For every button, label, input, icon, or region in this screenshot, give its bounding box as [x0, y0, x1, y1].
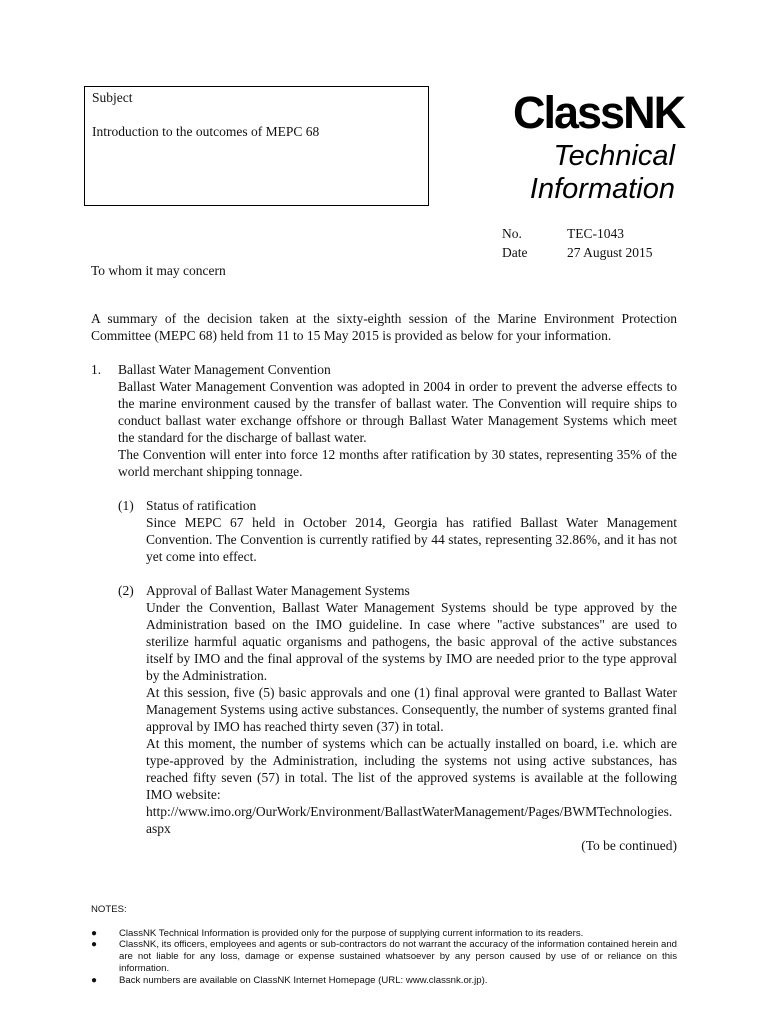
- section-1-para-1: Ballast Water Management Convention was adopted in 2004 in order to prevent the adverse effects to the marine environment caused by the transfer of ballast water. The Convention will require ships to conduct ballast water exchange offshore or through Ballast Water Management Systems which meet the standard for the discharge of ballast water.: [118, 379, 677, 445]
- subsection-2-title: Approval of Ballast Water Management Systems: [146, 583, 410, 598]
- intro-paragraph: A summary of the decision taken at the sixty-eighth session of the Marine Environment Protection Committee (MEPC 68) held from 11 to 15 May 2015 is provided as below for your information.: [91, 311, 677, 343]
- doc-type-line2: Information: [529, 173, 675, 205]
- subsection-2-number: (2): [118, 583, 134, 598]
- notes-list: [91, 928, 677, 987]
- doc-type-line1: Technical: [553, 140, 675, 172]
- doc-date-row: [502, 243, 653, 262]
- section-1: [91, 361, 677, 837]
- subject-text: Introduction to the outcomes of MEPC 68: [92, 124, 320, 139]
- to-be-continued: (To be continued): [581, 838, 677, 853]
- section-1-number: 1.: [91, 362, 102, 377]
- doc-meta: [502, 224, 653, 262]
- doc-date-label: Date: [502, 245, 528, 260]
- section-1-title: Ballast Water Management Convention: [118, 362, 331, 377]
- doc-number-label: No.: [502, 226, 522, 241]
- doc-type-heading: [530, 140, 675, 206]
- notes-item-text: ClassNK Technical Information is provided only for the purpose of supplying current information to its readers.: [119, 927, 584, 939]
- notes-title: NOTES:: [91, 904, 127, 915]
- notes-item-text: Back numbers are available on ClassNK Internet Homepage (URL: www.classnk.or.jp).: [119, 974, 488, 986]
- section-1-para-2: The Convention will enter into force 12 months after ratification by 30 states, representing 35% of the world merchant shipping tonnage.: [118, 447, 677, 479]
- bullet-icon: ●: [91, 927, 98, 939]
- notes-item: [91, 939, 677, 974]
- subsection-2-para-1: Under the Convention, Ballast Water Management Systems should be type approved by the Administration based on the IMO guideline. In case where "active substances" are used to sterilize harmful aquatic organisms and pathogens, the basic approval of the active substances itself by IMO and the final approval of the systems by IMO are needed prior to the type approval by the Administration.: [146, 600, 677, 683]
- subject-box: [84, 86, 429, 206]
- subsection-1: [118, 497, 677, 565]
- classnk-logo: ClassNK: [513, 87, 685, 138]
- subsection-1-title: Status of ratification: [146, 498, 257, 513]
- notes-item-text: ClassNK, its officers, employees and agents or sub-contractors do not warrant the accuracy of the information contained herein and are not liable for any loss, damage or expense sustained whatsoever by any person caused by use of or reliance on this information.: [119, 939, 677, 974]
- subsection-2-para-3: At this moment, the number of systems which can be actually installed on board, i.e. which are type-approved by the Administration, including the systems not using active substances, has reached fifty seven (57) in total. The list of the approved systems is available at the following IMO website:: [146, 736, 677, 802]
- document-body: [91, 310, 677, 854]
- notes-item: [91, 928, 677, 940]
- subsection-1-number: (1): [118, 498, 134, 513]
- bullet-icon: ●: [91, 974, 98, 986]
- subject-label: Subject: [92, 90, 133, 105]
- subsection-2-para-2: At this session, five (5) basic approvals and one (1) final approval were granted to Ballast Water Management Systems using active substances. Consequently, the number of systems granted final approval by IMO has reached thirty seven (37) in total.: [146, 685, 677, 734]
- subsection-2: [118, 582, 677, 837]
- doc-number-value: TEC-1043: [567, 226, 624, 241]
- doc-date-value: 27 August 2015: [567, 245, 653, 260]
- notes-section: [91, 904, 677, 986]
- notes-item: [91, 975, 677, 987]
- imo-website-link[interactable]: http://www.imo.org/OurWork/Environment/BallastWaterManagement/Pages/BWMTechnologies.aspx: [146, 804, 673, 836]
- greeting: To whom it may concern: [91, 263, 226, 278]
- doc-number-row: [502, 224, 653, 243]
- bullet-icon: ●: [91, 939, 98, 951]
- subsection-1-para-1: Since MEPC 67 held in October 2014, Georgia has ratified Ballast Water Management Convention. The Convention is currently ratified by 44 states, representing 32.86%, and it has not yet come into effect.: [146, 515, 677, 564]
